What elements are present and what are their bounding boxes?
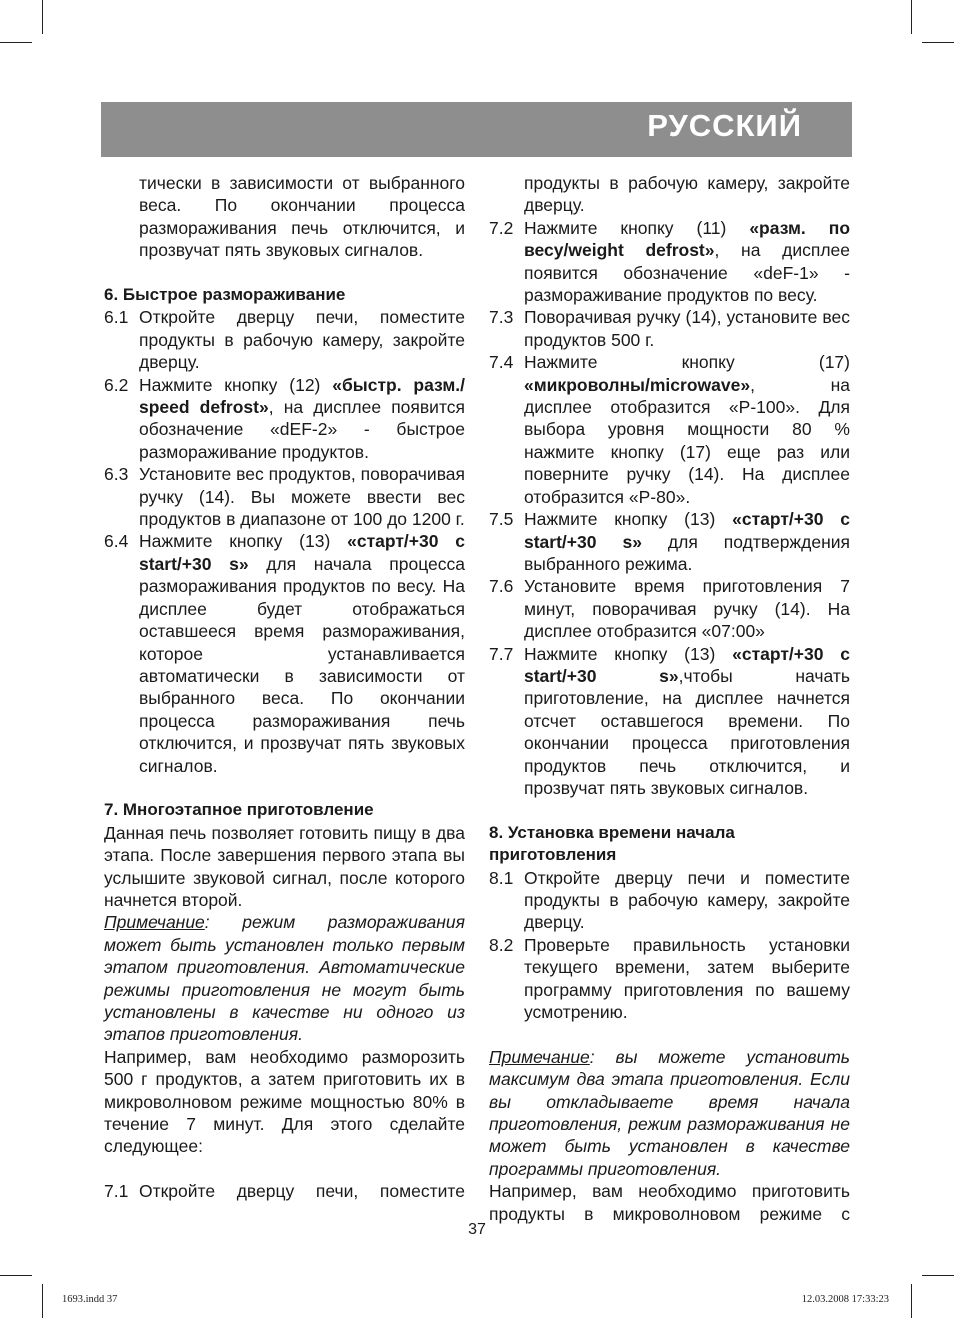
language-banner (101, 102, 852, 157)
crop-mark (0, 42, 32, 43)
crop-mark (0, 1275, 32, 1276)
list-item: 7.2 Нажмите кнопку (11) «разм. по весу/weight defrost», на дисплее появится обозначение «deF-1» - размораживание продуктов по весу. (489, 217, 851, 306)
page-number: 37 (468, 1221, 486, 1238)
right-column (489, 172, 850, 1225)
list-item: 6.2 Нажмите кнопку (12) «быстр. разм./ speed defrost», на дисплее появится обозначение «dEF-2» - быстрое размораживание продуктов. (104, 374, 465, 462)
crop-mark (42, 0, 43, 34)
section-6-title: 6. Быстрое размораживание (104, 285, 346, 305)
language-title: РУССКИЙ (647, 108, 802, 143)
continued-paragraph: продукты в рабочую камеру, закройте дверцу. (524, 173, 850, 216)
section-8-example: Например, вам необходимо приготовить продукты в микроволновом режиме с (489, 1181, 850, 1224)
footer-file: 1693.indd 37 (62, 1294, 118, 1305)
section-8-title: 8. Установка времени начала приготовления (489, 822, 735, 865)
section-7-example: Например, вам необходимо разморозить 500 г продуктов, а затем приготовить их в микроволновом режиме мощностью 80% в течение 7 минут. Для этого сделайте следующее: (104, 1046, 465, 1157)
crop-mark (911, 1284, 912, 1318)
crop-mark (922, 1275, 954, 1276)
list-item: 6.4 Нажмите кнопку (13) «старт/+30 с start/+30 s» для начала процесса размораживания продуктов по весу. На дисплее будет отображаться оставшееся время размораживания, которое устанавливается автоматически в зависимости от выбранного веса. По окончании процесса размораживания печь отключится, и прозвучат пять звуковых сигналов. (104, 531, 466, 776)
section-7-note: Примечание: режим размораживания может быть установлен только первым этапом приготовления. Автоматические режимы приготовления не могут быть установлены в качестве ни одного из этапов приготовления. (104, 912, 465, 1045)
continued-paragraph: тически в зависимости от выбранного веса. По окончании процесса размораживания печь отключится, и прозвучат пять звуковых сигналов. (139, 173, 465, 261)
crop-mark (42, 1284, 43, 1318)
list-item: 7.4 Нажмите кнопку (17) «микроволны/microwave», на дисплее отобразится «P-100». Для выбора уровня мощности 80 % нажмите кнопку (17) еще раз или поверните ручку (14). На дисплее отобразится «P-80». (489, 352, 850, 507)
list-item: 7.5 Нажмите кнопку (13) «старт/+30 с start/+30 s» для подтверждения выбранного режима. (489, 509, 850, 574)
list-item: 8.2 Проверьте правильность установки текущего времени, затем выберите программу приготовления по вашему усмотрению. (489, 934, 850, 1023)
footer-datetime: 12.03.2008 17:33:23 (801, 1294, 889, 1305)
list-item: 7.3 Поворачивая ручку (14), установите вес продуктов 500 г. (489, 307, 850, 350)
list-item: 8.1 Откройте дверцу печи и поместите продукты в рабочую камеру, закройте дверцу. (489, 867, 850, 933)
section-7-title: 7. Многоэтапное приготовление (104, 800, 374, 820)
section-7-intro: Данная печь позволяет готовить пищу в два этапа. После завершения первого этапа вы услышите звуковой сигнал, после которого начнется второй. (104, 822, 465, 910)
section-8-note: Примечание: вы можете установить максимум два этапа приготовления. Если вы откладываете время начала приготовления, режим размораживания не может быть установлен в качестве программы приготовления. (489, 1046, 850, 1179)
list-item: 7.7 Нажмите кнопку (13) «старт/+30 с start/+30 s»,чтобы начать приготовление, на дисплее начнется отсчет оставшегося времени. По окончании процесса приготовления продуктов печь отключится, и прозвучат пять звуковых сигналов. (489, 643, 851, 798)
list-item: 6.3 Установите вес продуктов, поворачивая ручку (14). Вы можете ввести вес продуктов в диапазоне от 100 до 1200 г. (104, 464, 465, 530)
crop-mark (922, 42, 954, 43)
crop-mark (911, 0, 912, 34)
left-column (104, 172, 465, 1203)
list-item: 7.6 Установите время приготовления 7 минут, поворачивая ручку (14). На дисплее отобразится «07:00» (489, 576, 850, 642)
list-item: 6.1 Откройте дверцу печи, поместите продукты в рабочую камеру, закройте дверцу. (104, 307, 465, 373)
list-item: 7.1 Откройте дверцу печи, поместите (104, 1181, 465, 1202)
